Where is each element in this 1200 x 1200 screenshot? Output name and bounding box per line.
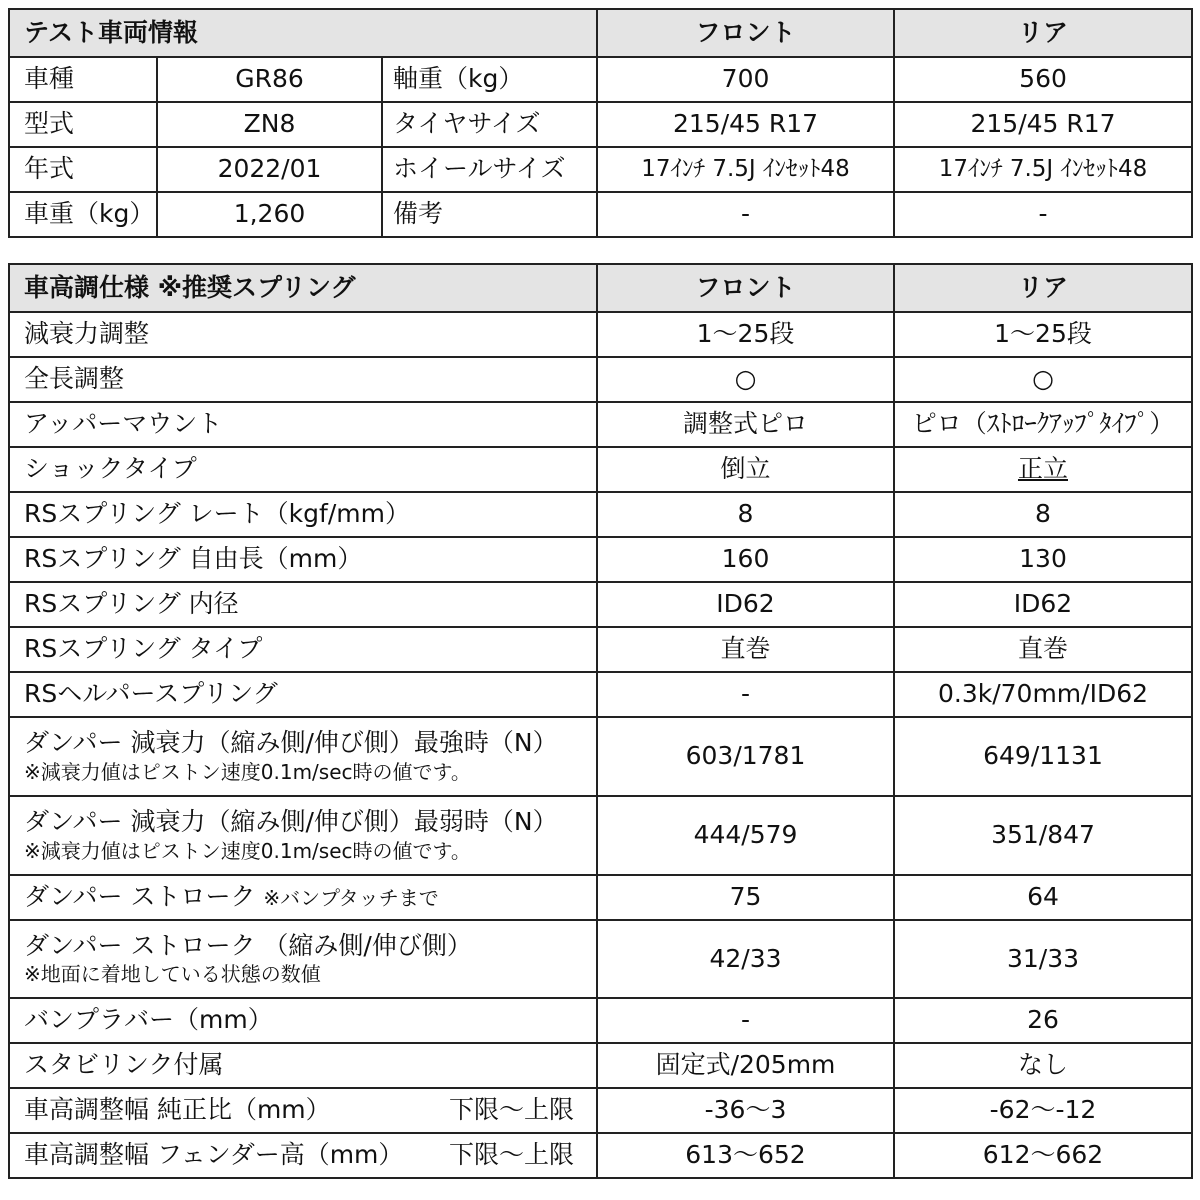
spec-label: ショックタイプ (9, 447, 597, 492)
spec-rear: 8 (894, 492, 1192, 537)
spec-rear: 26 (894, 998, 1192, 1043)
spec-row (9, 627, 1192, 672)
spec-label: RSスプリング 内径 (9, 582, 597, 627)
spec-rear: ピロ（ｽﾄﾛｰｸｱｯﾌﾟﾀｲﾌﾟ） (894, 402, 1192, 447)
spec-row (9, 357, 1192, 402)
vehicle-label: 年式 (9, 147, 157, 192)
vehicle-row (9, 192, 1192, 237)
vehicle-row (9, 57, 1192, 102)
spec-row (9, 672, 1192, 717)
spec-row (9, 402, 1192, 447)
spec-label: バンプラバー（mm） (9, 998, 597, 1043)
spec-front: 603/1781 (597, 717, 894, 796)
spec-note: ※減衰力値はピストン速度0.1m/sec時の値です。 (24, 759, 471, 784)
vehicle-label: 車種 (9, 57, 157, 102)
spec-front: 直巻 (597, 627, 894, 672)
spec-row (9, 1133, 1192, 1178)
spec-front: 75 (597, 875, 894, 920)
spec-label: 車高調整幅 純正比（mm） (24, 1095, 331, 1125)
spec-label: 車高調整幅 フェンダー高（mm） (24, 1140, 404, 1170)
spec-label-right: 下限～上限 (448, 1095, 574, 1125)
vehicle-front: 215/45 R17 (597, 102, 894, 147)
spec-front: - (597, 672, 894, 717)
spec-front: 613～652 (597, 1133, 894, 1178)
spec-label: ダンパー 減衰力（縮み側/伸び側）最強時（N） (24, 728, 558, 758)
spec-front: 42/33 (597, 920, 894, 998)
vehicle-rear: 560 (894, 57, 1192, 102)
spec-rear: 0.3k/70mm/ID62 (894, 672, 1192, 717)
vehicle-label2: ホイールサイズ (382, 147, 597, 192)
spec-label: ダンパー 減衰力（縮み側/伸び側）最弱時（N） (24, 807, 558, 837)
vehicle-info-table (8, 8, 1193, 238)
spec-label-cell (9, 1088, 597, 1133)
spec-rear: 64 (894, 875, 1192, 920)
vehicle-front: 700 (597, 57, 894, 102)
spec-row (9, 717, 1192, 796)
spec-label: RSヘルパースプリング (9, 672, 597, 717)
vehicle-label2: 軸重（kg） (382, 57, 597, 102)
vehicle-label: 型式 (9, 102, 157, 147)
vehicle-rear: 17ｲﾝﾁ 7.5J ｲﾝｾｯﾄ48 (894, 147, 1192, 192)
vehicle-label2: タイヤサイズ (382, 102, 597, 147)
spec-row (9, 875, 1192, 920)
vehicle-value: 1,260 (157, 192, 382, 237)
vehicle-header-rear: リア (894, 9, 1192, 57)
vehicle-rear: - (894, 192, 1192, 237)
vehicle-front: 17ｲﾝﾁ 7.5J ｲﾝｾｯﾄ48 (597, 147, 894, 192)
vehicle-row (9, 147, 1192, 192)
spec-label-cell (9, 875, 597, 920)
spec-rear: ID62 (894, 582, 1192, 627)
spec-front: ID62 (597, 582, 894, 627)
vehicle-rear: 215/45 R17 (894, 102, 1192, 147)
spec-header-title: 車高調仕様 ※推奨スプリング (9, 264, 597, 312)
spec-row (9, 1043, 1192, 1088)
spec-rear: 正立 (894, 447, 1192, 492)
spec-label: RSスプリング タイプ (9, 627, 597, 672)
spec-row (9, 447, 1192, 492)
vehicle-title-text: テスト車両情報 (24, 17, 199, 47)
spec-label-cell (9, 920, 597, 998)
spec-label: アッパーマウント (9, 402, 597, 447)
spec-inline-note: ※バンプタッチまで (263, 886, 439, 911)
spec-rear: 351/847 (894, 796, 1192, 875)
vehicle-front: - (597, 192, 894, 237)
spec-label: 減衰力調整 (9, 312, 597, 357)
spec-label: RSスプリング レート（kgf/mm） (9, 492, 597, 537)
spec-note: ※地面に着地している状態の数値 (24, 962, 321, 987)
spec-rear: 612～662 (894, 1133, 1192, 1178)
spec-row (9, 582, 1192, 627)
spec-header-front: フロント (597, 264, 894, 312)
spec-front: -36～3 (597, 1088, 894, 1133)
vehicle-value: GR86 (157, 57, 382, 102)
spec-front: 倒立 (597, 447, 894, 492)
spec-rear: 649/1131 (894, 717, 1192, 796)
vehicle-value: 2022/01 (157, 147, 382, 192)
spec-rear: なし (894, 1043, 1192, 1088)
spec-table (8, 263, 1193, 1179)
spec-label: RSスプリング 自由長（mm） (9, 537, 597, 582)
spec-front: ○ (597, 357, 894, 402)
spec-row (9, 1088, 1192, 1133)
spec-row (9, 796, 1192, 875)
spec-row (9, 492, 1192, 537)
spec-note: ※減衰力値はピストン速度0.1m/sec時の値です。 (24, 838, 471, 863)
spec-front: 固定式/205mm (597, 1043, 894, 1088)
spec-front: - (597, 998, 894, 1043)
spec-rear: 31/33 (894, 920, 1192, 998)
vehicle-header-title (9, 9, 597, 57)
spec-row (9, 537, 1192, 582)
vehicle-header-row (9, 9, 1192, 57)
spec-rear: -62～-12 (894, 1088, 1192, 1133)
spec-rear: ○ (894, 357, 1192, 402)
vehicle-label: 車重（kg） (9, 192, 157, 237)
spec-label: 全長調整 (9, 357, 597, 402)
spec-row (9, 998, 1192, 1043)
spec-front: 1～25段 (597, 312, 894, 357)
spec-rear: 1～25段 (894, 312, 1192, 357)
spec-front: 444/579 (597, 796, 894, 875)
spec-label-cell (9, 1133, 597, 1178)
spec-row (9, 312, 1192, 357)
spec-rear: 130 (894, 537, 1192, 582)
spec-row (9, 920, 1192, 998)
vehicle-value: ZN8 (157, 102, 382, 147)
spec-rear: 直巻 (894, 627, 1192, 672)
spec-label-cell (9, 796, 597, 875)
spec-front: 160 (597, 537, 894, 582)
spec-label: ダンパー ストローク (24, 882, 256, 912)
spec-label-cell (9, 717, 597, 796)
spec-label-right: 下限～上限 (448, 1140, 574, 1170)
vehicle-row (9, 102, 1192, 147)
spec-header-row (9, 264, 1192, 312)
spec-front: 8 (597, 492, 894, 537)
spec-label: スタビリンク付属 (9, 1043, 597, 1088)
vehicle-header-front: フロント (597, 9, 894, 57)
vehicle-label2: 備考 (382, 192, 597, 237)
spec-header-rear: リア (894, 264, 1192, 312)
spec-front: 調整式ピロ (597, 402, 894, 447)
spec-label: ダンパー ストローク （縮み側/伸び側） (24, 930, 472, 960)
